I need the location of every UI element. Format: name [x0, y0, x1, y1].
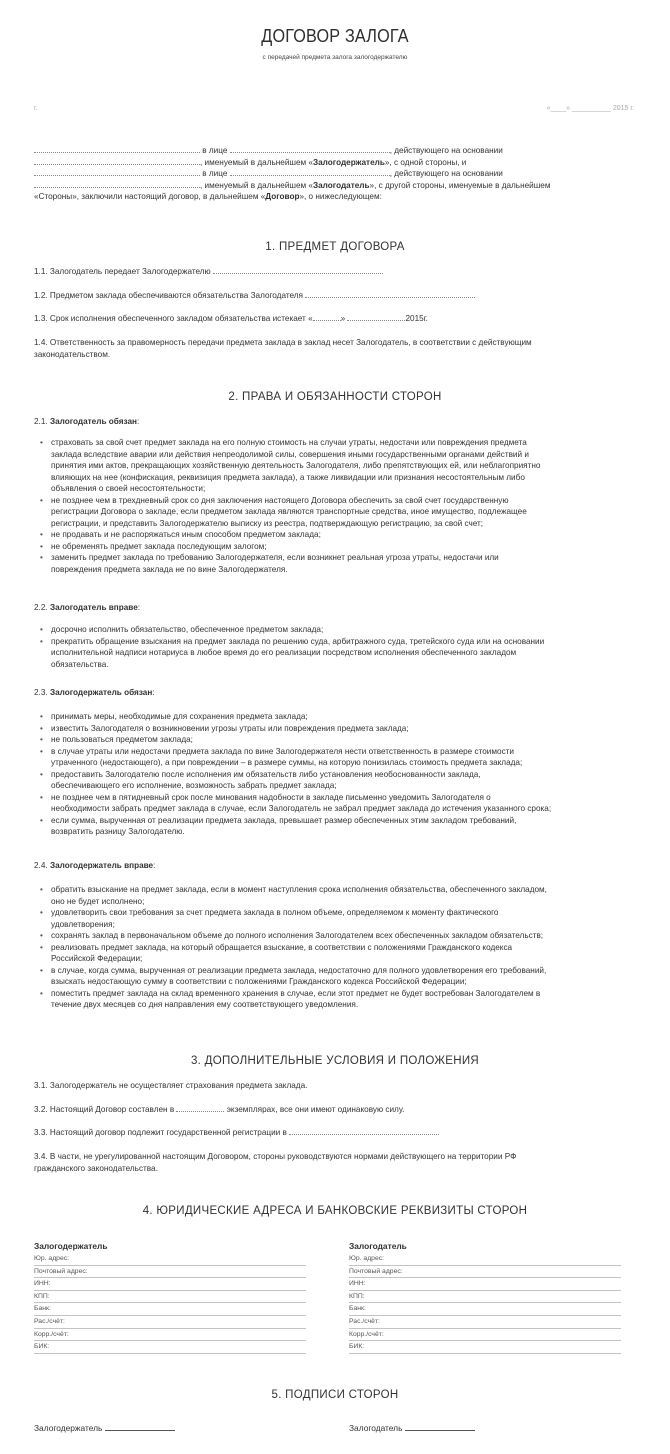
list-item-line: регистрации Договора о закладе, если предметом заклада являются транспортные средства, иное имущество, подлежащее: [51, 507, 527, 516]
clause-text: 1.4. Ответственность за правомерность передачи предмета заклада в заклад несет Залогодатель, в соответствии с действующим: [34, 338, 532, 347]
section-2-title: 2. ПРАВА И ОБЯЗАННОСТИ СТОРОН: [228, 391, 442, 403]
blank-field: [213, 266, 383, 274]
requisites-heading: Залогодатель: [349, 1241, 407, 1251]
list-item: [40, 965, 630, 988]
clause-text: 2015г.: [405, 314, 428, 323]
blank-field: [230, 145, 390, 153]
requisite-label: Юр. адрес:: [349, 1255, 385, 1262]
requisite-label: Банк:: [34, 1305, 51, 1313]
clause-text: 1.2. Предметом заклада обеспечиваются обязательства Залогодателя: [34, 291, 303, 300]
preamble-text: », о нижеследующем:: [299, 192, 382, 201]
clause-text: 1.3. Срок исполнения обеспеченного закладом обязательства истекает «: [34, 314, 313, 323]
subsection-number: 2.4.: [34, 861, 48, 870]
requisite-field[interactable]: [34, 1278, 306, 1291]
requisite-field[interactable]: [34, 1303, 306, 1316]
list-2-1: [40, 437, 630, 575]
clause-text: законодательством.: [34, 349, 111, 359]
signature-label: Залогодатель: [349, 1423, 403, 1433]
section-3-title: 3. ДОПОЛНИТЕЛЬНЫЕ УСЛОВИЯ И ПОЛОЖЕНИЯ: [190, 1055, 480, 1067]
requisite-field[interactable]: [34, 1341, 306, 1354]
party-name: Залогодатель: [312, 180, 370, 190]
section-5-title: 5. ПОДПИСИ СТОРОН: [271, 1389, 399, 1401]
list-item-line: • не позднее чем в пятидневный срок после минования надобности в закладе письменно уведомить Залогодателя о: [51, 792, 491, 802]
preamble-text: , действующего на основании: [389, 169, 503, 178]
preamble-line: [34, 157, 644, 169]
requisite-field[interactable]: [34, 1253, 306, 1266]
list-item: [40, 792, 630, 815]
preamble-text: , именуемый в дальнейшем «: [200, 180, 313, 190]
list-item: [40, 541, 630, 553]
requisite-label: Банк:: [349, 1305, 366, 1313]
requisite-field[interactable]: [349, 1303, 621, 1316]
list-item-line: • сохранять заклад в первоначальном объеме до полного исполнения Залогодателем всех обеспеченных закладом обязательств;: [51, 931, 544, 940]
list-item-line: объявления о своей несостоятельности;: [51, 484, 206, 493]
list-item-line: утраченного (недостающего), а при повреждении – в размере суммы, на которую понизилась стоимость предмета заклада;: [51, 758, 523, 767]
list-item-line: • известить Залогодателя о возникновении угрозы утраты или повреждения предмета заклада;: [51, 723, 409, 733]
blank-field: [313, 313, 341, 321]
clause-3-2: [34, 1104, 639, 1116]
list-item-line: необходимости забрать предмет заклада в случае, если Залогодатель не забрал предмет заклада до истечения указанного срока;: [51, 804, 552, 813]
list-2-3: [40, 711, 630, 838]
blank-field: [34, 145, 200, 153]
blank-field: [34, 168, 200, 176]
clause-text: »: [340, 314, 346, 323]
preamble-line: [34, 180, 644, 192]
blank-field: [289, 1127, 439, 1135]
subsection-heading: Залогодатель вправе: [49, 603, 138, 612]
list-item: [40, 988, 630, 1011]
requisite-field[interactable]: [349, 1316, 621, 1329]
clause-3-1: 3.1. Залогодержатель не осуществляет страхования предмета заклада.: [34, 1081, 308, 1090]
requisites-rows: [349, 1253, 621, 1354]
clause-text: 1.1. Залогодатель передает Залогодержателю: [34, 267, 211, 276]
list-item-line: влияющих на нее (конфискация, реквизиция предмета заклада), а также ликвидации или признания несостоятельным либо: [51, 472, 525, 482]
list-item-line: • принимать меры, необходимые для сохранения предмета заклада;: [51, 712, 308, 721]
requisite-field[interactable]: [349, 1266, 621, 1279]
requisite-label: ИНН:: [34, 1280, 51, 1288]
list-item-line: • не продавать и не распоряжаться иным способом предметом заклада;: [51, 530, 321, 539]
list-item: [40, 930, 630, 942]
requisite-label: КПП:: [349, 1292, 365, 1300]
list-item-line: Российской Федерации;: [51, 954, 143, 963]
preamble-line: [34, 191, 644, 203]
preamble-text: », с одной стороны, и: [384, 157, 467, 167]
blank-field: [34, 157, 200, 165]
list-item-line: • в случае утраты или недостачи предмета заклада по вине Залогодержателя нести ответственность в размере стоимости: [51, 746, 514, 756]
document-title: ДОГОВОР ЗАЛОГА: [261, 26, 409, 46]
list-item: [40, 624, 630, 636]
list-item: [40, 884, 630, 907]
requisites-heading: Залогодержатель: [34, 1241, 108, 1251]
requisites-pledgor: [349, 1240, 621, 1354]
section-4-title: 4. ЮРИДИЧЕСКИЕ АДРЕСА И БАНКОВСКИЕ РЕКВИЗИТЫ СТОРОН: [142, 1205, 528, 1217]
signature-label: Залогодержатель: [34, 1423, 103, 1433]
clause-3-4: [34, 1151, 639, 1174]
clause-3-3: [34, 1127, 639, 1139]
requisites-rows: [34, 1253, 306, 1354]
list-item-line: течение двух месяцев со дня направления ему соответствующего уведомления.: [51, 1000, 359, 1009]
list-item-line: обеспечивающего его исполнение, возможность забрать предмет заклада;: [51, 781, 337, 790]
requisite-field[interactable]: [349, 1291, 621, 1304]
preamble-text: в лице: [202, 146, 228, 155]
requisite-label: БИК:: [349, 1343, 365, 1351]
blank-field: [34, 180, 200, 188]
preamble-text: «Стороны», заключили настоящий договор, в дальнейшем «: [34, 192, 266, 201]
list-item: [40, 723, 630, 735]
requisite-label: Почтовый адрес:: [34, 1267, 88, 1275]
subsection-heading: Залогодатель обязан: [49, 417, 137, 426]
subsection-heading: Залогодержатель вправе: [49, 861, 154, 870]
list-item-line: • не позднее чем в трехдневный срок со дня заключения настоящего Договора обеспечить за свой счет государственную: [51, 495, 509, 505]
party-name: Залогодержатель: [312, 157, 385, 167]
requisite-label: Юр. адрес:: [34, 1255, 70, 1262]
requisite-label: БИК:: [34, 1343, 50, 1351]
signature-pledgor: [349, 1423, 475, 1435]
blank-field: [347, 313, 405, 321]
clause-text: 3.2. Настоящий Договор составлен в: [34, 1105, 175, 1114]
subsection-2-1-title: 2.1. Залогодатель обязан:: [34, 417, 140, 426]
list-item-line: принятия ими актов, прекращающих хозяйственную деятельность Залогодателя, либо препятствующих ей, или неблагоприятно: [51, 461, 541, 470]
clause-1-4: [34, 337, 639, 360]
list-item-line: • страховать за свой счет предмет заклада на его полную стоимость на случаи утраты, недостачи или повреждения предмета: [51, 438, 527, 447]
requisite-field[interactable]: [349, 1329, 621, 1342]
preamble-text: в лице: [202, 169, 228, 178]
blank-field: [176, 1104, 224, 1112]
list-item-line: • обратить взыскание на предмет заклада, если в момент наступления срока исполнения обязательства, обеспеченного закладом,: [51, 885, 547, 894]
list-item-line: • удовлетворить свои требования за счет предмета заклада в полном объеме, определяемом к моменту фактического: [51, 908, 499, 917]
clause-text: экземплярах, все они имеют одинаковую силу.: [226, 1105, 405, 1114]
list-item-line: • не обременять предмет заклада последующим залогом;: [51, 541, 267, 551]
preamble-text: , действующего на основании: [389, 146, 503, 155]
list-item-line: удовлетворения;: [51, 919, 115, 929]
signature-pledgee: [34, 1423, 175, 1435]
list-item-line: обязательства.: [51, 659, 109, 669]
list-item: [40, 746, 630, 769]
requisite-label: Корр./счёт:: [34, 1330, 69, 1338]
list-item: [40, 495, 630, 530]
city-field: г.: [34, 105, 38, 112]
requisite-label: Рас./счёт:: [34, 1317, 65, 1325]
requisite-label: Корр./счёт:: [349, 1330, 384, 1338]
list-item-line: повреждения предмета заклада не по вине Залогодержателя.: [51, 564, 288, 574]
requisite-label: Почтовый адрес:: [349, 1267, 403, 1275]
list-item-line: • в случае, когда сумма, вырученная от реализации предмета заклада, недостаточно для полного удовлетворения его требований,: [51, 965, 547, 975]
preamble-line: [34, 145, 644, 157]
list-item: [40, 907, 630, 930]
list-2-2: [40, 624, 630, 670]
clause-1-3: [34, 313, 639, 325]
list-item: [40, 529, 630, 541]
list-item: [40, 636, 630, 671]
document-subtitle: с передачей предмета залога залогодержателю: [262, 54, 408, 61]
list-item: [40, 815, 630, 838]
list-item-line: исполнительной надписи нотариуса в любое время до его реализации посредством исполнения обеспеченного закладом: [51, 648, 517, 657]
list-item-line: взыскать недостающую сумму в соответствии с положениями Гражданского кодекса Российской Федерации;: [51, 977, 467, 986]
subsection-heading: Залогодержатель обязан: [49, 688, 153, 697]
list-item-line: • заменить предмет заклада по требованию Залогодержателя, если возникнет реальная угроза утраты, недостачи или: [51, 553, 499, 562]
list-item-line: • поместить предмет заклада на склад временного хранения в случае, если этот предмет не будет востребован Залогодателем в: [51, 988, 541, 998]
requisite-label: Рас./счёт:: [349, 1317, 380, 1325]
requisite-field[interactable]: [34, 1316, 306, 1329]
blank-field: [305, 290, 475, 298]
requisite-label: ИНН:: [349, 1280, 366, 1288]
party-name: Договор: [265, 192, 300, 201]
list-item-line: заклада вследствие аварии или действия непреодолимой силы, совершения иными государственными органами действий и: [51, 449, 529, 459]
preamble-line: [34, 168, 644, 180]
list-item: [40, 942, 630, 965]
section-1-title: 1. ПРЕДМЕТ ДОГОВОРА: [265, 241, 405, 253]
clause-1-2: [34, 290, 639, 302]
list-item-line: регистрации, и представить Залогодержателю выписку из реестра, подтверждающую регистрацию, за свой счет;: [51, 518, 484, 528]
list-item-line: возвратить разницу Залогодателю.: [51, 827, 185, 836]
requisite-field[interactable]: [349, 1341, 621, 1354]
preamble-text: , именуемый в дальнейшем «: [200, 157, 313, 167]
subsection-number: 2.1.: [34, 417, 48, 426]
list-item-line: • досрочно исполнить обязательство, обеспеченное предметом заклада;: [51, 625, 324, 634]
date-field: «____» __________ 2015 г.: [546, 105, 634, 112]
list-item: [40, 552, 630, 575]
requisites-pledgee: [34, 1240, 306, 1354]
list-item-line: • прекратить обращение взыскания на предмет заклада по решению суда, арбитражного суда, третейского суда или на основании: [51, 636, 545, 646]
subsection-2-2-title: 2.2. Залогодатель вправе:: [34, 603, 141, 612]
list-2-4: [40, 884, 630, 1011]
subsection-2-4-title: 2.4. Залогодержатель вправе:: [34, 861, 156, 870]
clause-text: 3.4. В части, не урегулированной настоящим Договором, стороны руководствуются нормами действующего на территории РФ: [34, 1152, 517, 1161]
list-item: [40, 711, 630, 723]
list-item-line: • не пользоваться предметом заклада;: [51, 735, 193, 744]
preamble-text: », с другой стороны, именуемые в дальнейшем: [369, 180, 551, 190]
requisite-field[interactable]: [349, 1253, 621, 1266]
clause-text: 3.3. Настоящий договор подлежит государственной регистрации в: [34, 1128, 287, 1137]
subsection-number: 2.2.: [34, 603, 48, 612]
blank-field: [230, 168, 390, 176]
clause-1-1: [34, 266, 639, 278]
requisite-label: КПП:: [34, 1292, 50, 1300]
list-item-line: • реализовать предмет заклада, на который обращается взыскание, в соответствии с положениями Гражданского кодекса: [51, 942, 513, 952]
list-item-line: оно не будет исполнено;: [51, 896, 145, 906]
requisite-field[interactable]: [34, 1329, 306, 1342]
list-item: [40, 769, 630, 792]
requisite-field[interactable]: [34, 1291, 306, 1304]
subsection-2-3-title: 2.3. Залогодержатель обязан:: [34, 688, 155, 697]
preamble: [34, 145, 644, 203]
signature-line: [105, 1423, 175, 1431]
clause-text: гражданского законодательства.: [34, 1163, 158, 1173]
list-item-line: • предоставить Залогодателю после исполнения им обязательств либо установления необоснованности заклада,: [51, 769, 481, 779]
list-item: [40, 734, 630, 746]
signature-line: [405, 1423, 475, 1431]
requisite-field[interactable]: [34, 1266, 306, 1279]
list-item: [40, 437, 630, 495]
list-item-line: • если сумма, вырученная от реализации предмета заклада, превышает размер обеспеченных этим закладом требований,: [51, 815, 517, 825]
subsection-number: 2.3.: [34, 688, 48, 697]
requisite-field[interactable]: [349, 1278, 621, 1291]
